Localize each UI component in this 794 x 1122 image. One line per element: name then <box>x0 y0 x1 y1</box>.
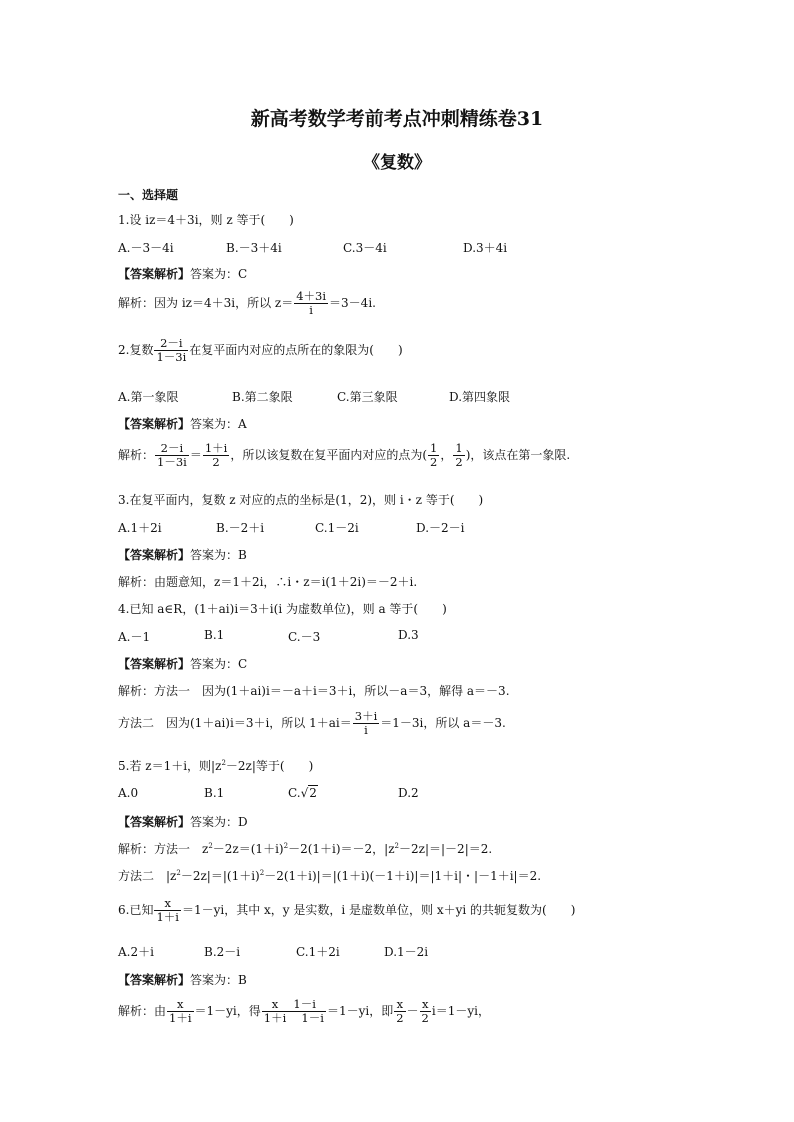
q4-option-a: A.－1 <box>118 630 151 644</box>
q1-option-a: A.－3－4i <box>118 241 174 255</box>
q1-answer-text: 答案为：C <box>190 267 248 281</box>
q4-option-b: B.1 <box>204 628 225 642</box>
question-4-stem: 4.已知 a∈R，(1＋ai)i＝3＋i(i 为虚数单位)，则 a 等于( ) <box>118 602 447 616</box>
q6-option-c: C.1＋2i <box>296 945 340 959</box>
answer-label: 【答案解析】 <box>118 417 191 431</box>
q6-option-b: B.2－i <box>204 945 241 959</box>
question-6-stem: 6.已知 $\frac{x}{1+i}$ ＝1－yi，其中 x，y 是实数，i 是虚数单位，则 x＋yi 的共轭复数为( ) <box>118 896 576 925</box>
q4-solution-method-2: 方法二 因为(1＋ai)i＝3＋i，所以 1＋ai＝ $\frac{3+i}{i}$ ＝1－3i，所以 a＝－3. <box>118 709 506 738</box>
q5-solution-method-1: 解析：方法一 $z^2-2z=(1+i)^2-2(1+i)=-2$，$|z^2-2z|=|-2|=2$. <box>118 842 493 856</box>
q2-option-a: A.第一象限 <box>118 390 179 404</box>
q3-solution: 解析：由题意知，z＝1＋2i，∴i・z＝i(1＋2i)＝－2＋i. <box>118 575 418 589</box>
q4-solution-method-1: 解析：方法一 因为(1＋ai)i＝－a＋i＝3＋i，所以－a＝3，解得 a＝－3. <box>118 684 510 698</box>
q1-option-c: C.3－4i <box>343 241 387 255</box>
q5-answer-text: 答案为：D <box>190 815 248 829</box>
q5-option-c: C.√2 <box>288 786 317 800</box>
q6-option-d: D.1－2i <box>384 945 429 959</box>
q6-option-a: A.2＋i <box>118 945 154 959</box>
q1-solution-text: 解析：因为 iz＝4＋3i，所以 z＝ <box>118 296 294 311</box>
q1-answer <box>118 265 247 282</box>
q2-fraction: $\frac{2-i}{1-3i}$ <box>156 336 187 365</box>
q5-option-b: B.1 <box>204 786 225 800</box>
question-2-stem: 2.复数 $\frac{2-i}{1-3i}$ 在复平面内对应的点所在的象限为( ) <box>118 336 403 365</box>
question-3-stem: 3.在复平面内，复数 z 对应的点的坐标是(1，2)，则 i・z 等于( ) <box>118 493 484 507</box>
q1-fraction: $\frac{4+3i}{i}$ <box>296 289 327 318</box>
question-5-stem: 5.若 z＝1＋i，则$|z^2-2z|$等于( ) <box>118 759 314 773</box>
q5-answer <box>118 813 248 830</box>
q3-option-c: C.1－2i <box>315 521 359 535</box>
question-1-stem: 1.设 iz＝4＋3i，则 z 等于( ) <box>118 213 294 227</box>
section-heading: 一、选择题 <box>118 188 179 202</box>
q5-option-d: D.2 <box>398 786 419 800</box>
q6-answer <box>118 971 247 988</box>
answer-label: 【答案解析】 <box>118 267 191 281</box>
q3-answer-text: 答案为：B <box>190 548 247 562</box>
q2-solution: 解析： $\frac{2-i}{1-3i}$ ＝ $\frac{1+i}{2}$ ，所以该复数在复平面内对应的点为( $\frac{1}{2}$ ， $\frac{1}{2}$ )，该点在第一象限. <box>118 441 571 470</box>
q1-solution-end: ＝3－4i. <box>329 296 376 311</box>
q2-option-b: B.第二象限 <box>232 390 293 404</box>
q5-option-a: A.0 <box>118 786 139 800</box>
page-subtitle: 《复数》 <box>363 153 431 173</box>
q3-option-b: B.－2＋i <box>216 521 265 535</box>
q1-option-b: B.－3＋4i <box>226 241 282 255</box>
answer-label: 【答案解析】 <box>118 815 191 829</box>
q2-answer <box>118 415 247 432</box>
q4-answer <box>118 655 247 672</box>
q1-solution <box>118 290 376 317</box>
q2-option-c: C.第三象限 <box>337 390 398 404</box>
q1-option-d: D.3＋4i <box>463 241 508 255</box>
q5-solution-method-2: 方法二 $|z^2-2z|=|(1+i)^2-2(1+i)|=|(1+i)(-1+i)|=|1+i|$・|－1＋i|＝2. <box>118 869 542 883</box>
sqrt-symbol: √2 <box>300 786 317 800</box>
q2-answer-text: 答案为：A <box>190 417 247 431</box>
q6-solution: 解析：由 $\frac{x}{1+i}$ ＝1－yi，得 $\frac{x 1-i}{1+i 1-i}$ ＝1－yi，即 $\frac{x}{2}$ － $\frac{x}{2}$ i＝1－yi， <box>118 997 490 1026</box>
q6-answer-text: 答案为：B <box>190 973 247 987</box>
answer-label: 【答案解析】 <box>118 973 191 987</box>
q4-answer-text: 答案为：C <box>190 657 248 671</box>
q3-option-d: D.－2－i <box>416 521 465 535</box>
q2-option-d: D.第四象限 <box>449 390 511 404</box>
q3-option-a: A.1＋2i <box>118 521 162 535</box>
answer-label: 【答案解析】 <box>118 548 191 562</box>
q4-option-d: D.3 <box>398 628 419 642</box>
q3-answer <box>118 546 247 563</box>
q4-option-c: C.－3 <box>288 630 321 644</box>
page-title: 新高考数学考前考点冲刺精练卷31 <box>250 108 544 130</box>
answer-label: 【答案解析】 <box>118 657 191 671</box>
